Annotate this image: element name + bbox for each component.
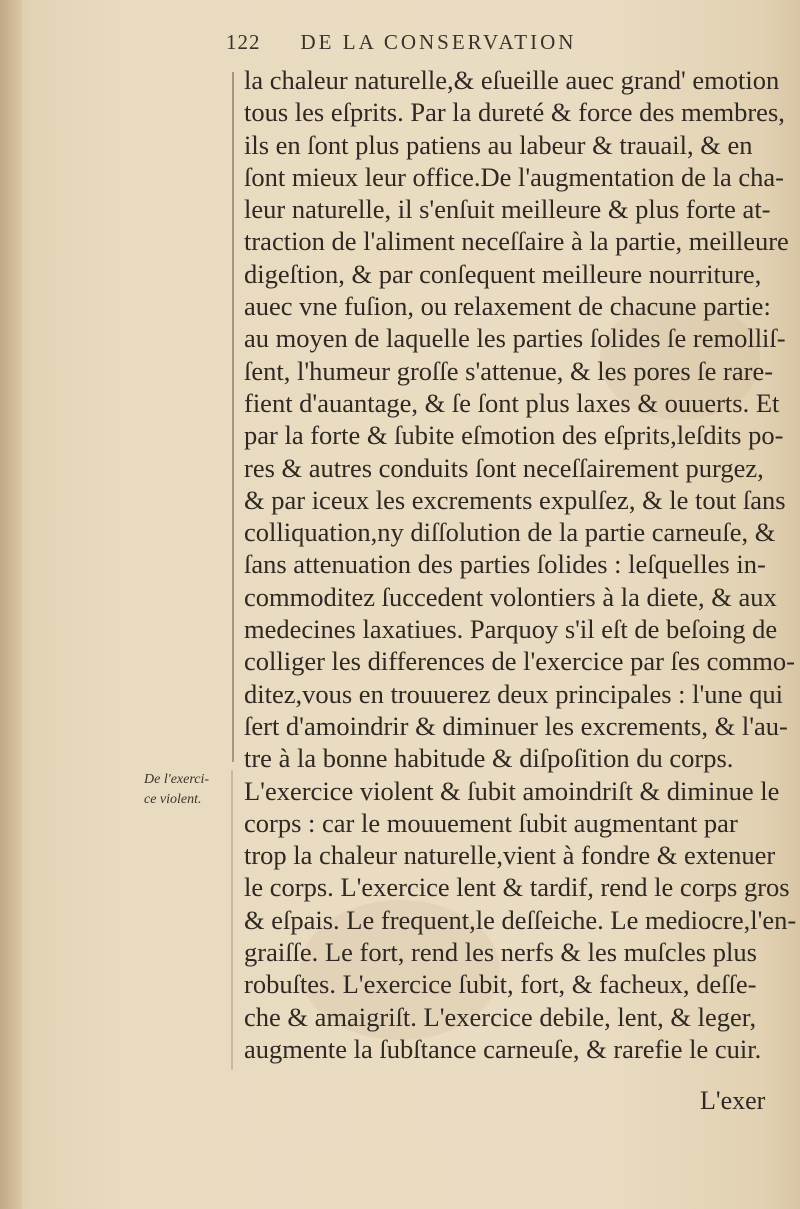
text-line: augmente la ſubſtance carneuſe, & rarefie le cuir.: [244, 1033, 762, 1064]
text-line: trop la chaleur naturelle,vient à fondre & extenuer: [244, 840, 776, 871]
text-line: graiſſe. Le fort, rend les nerfs & les muſcles plus: [244, 937, 757, 968]
text-line: auec vne fuſion, ou relaxement de chacune partie:: [244, 291, 771, 322]
text-line: corps : car le mouuement ſubit augmentant par: [244, 807, 738, 838]
text-line: res & autres conduits ſont neceſſairement purgez,: [244, 452, 764, 483]
text-line: ditez,vous en trouuerez deux principales : l'une qui: [244, 678, 784, 709]
text-line: colliquation,ny diſſolution de la partie carneuſe, &: [244, 517, 776, 548]
text-line: ſans attenuation des parties ſolides : leſquelles in-: [244, 549, 766, 580]
margin-note: [144, 770, 236, 810]
text-line: fient d'auantage, & ſe ſont plus laxes & ouuerts. Et: [244, 387, 780, 418]
text-line: tre à la bonne habitude & diſpoſition du corps.: [244, 743, 734, 774]
text-line: digeſtion, & par conſequent meilleure nourriture,: [244, 258, 762, 289]
margin-ink-line: [232, 72, 234, 762]
text-line: leur naturelle, il s'enſuit meilleure & plus forte at-: [244, 194, 771, 225]
text-line: au moyen de laquelle les parties ſolides ſe remolliſ-: [244, 323, 786, 354]
text-line: commoditez ſuccedent volontiers à la diete, & aux: [244, 581, 777, 612]
margin-note-line: De l'exerci-: [144, 772, 210, 787]
text-line: & par iceux les excrements expulſez, & le tout ſans: [244, 484, 786, 515]
text-line: che & amaigriſt. L'exercice debile, lent, & leger,: [244, 1001, 757, 1032]
text-line: par la forte & ſubite eſmotion des eſprits,leſdits po-: [244, 420, 784, 451]
page-number: 122: [226, 30, 261, 54]
text-line: ſert d'amoindrir & diminuer les excrements, & l'au-: [244, 710, 788, 741]
text-line: ſont mieux leur office.De l'augmentation de la cha-: [244, 161, 784, 192]
text-line: traction de l'aliment neceſſaire à la partie, meilleure: [244, 226, 789, 257]
text-line: la chaleur naturelle,& eſueille auec grand' emotion: [244, 65, 780, 95]
binding-gutter: [0, 0, 22, 1209]
text-line: tous les eſprits. Par la dureté & force des membres,: [244, 97, 785, 128]
catchword: L'exer: [700, 1086, 766, 1115]
running-header: [226, 30, 706, 60]
margin-ink-line: [231, 770, 233, 1070]
text-line: le corps. L'exercice lent & tardif, rend le corps gros: [244, 872, 790, 903]
margin-note-line: ce violent.: [144, 792, 202, 807]
body-text: [244, 64, 796, 1065]
text-line: ſent, l'humeur groſſe s'attenue, & les pores ſe rare-: [244, 355, 774, 386]
text-line: colliger les differences de l'exercice par ſes commo-: [244, 646, 795, 677]
text-line: L'exercice violent & ſubit amoindriſt & diminue le: [244, 775, 780, 806]
text-line: robuſtes. L'exercice ſubit, fort, & facheux, deſſe-: [244, 969, 757, 1000]
text-line: medecines laxatiues. Parquoy s'il eſt de beſoing de: [244, 614, 778, 645]
text-line: ils en ſont plus patiens au labeur & trauail, & en: [244, 129, 753, 160]
text-line: & eſpais. Le frequent,le deſſeiche. Le mediocre,l'en-: [244, 904, 796, 935]
running-title: DE LA CONSERVATION: [300, 30, 577, 54]
